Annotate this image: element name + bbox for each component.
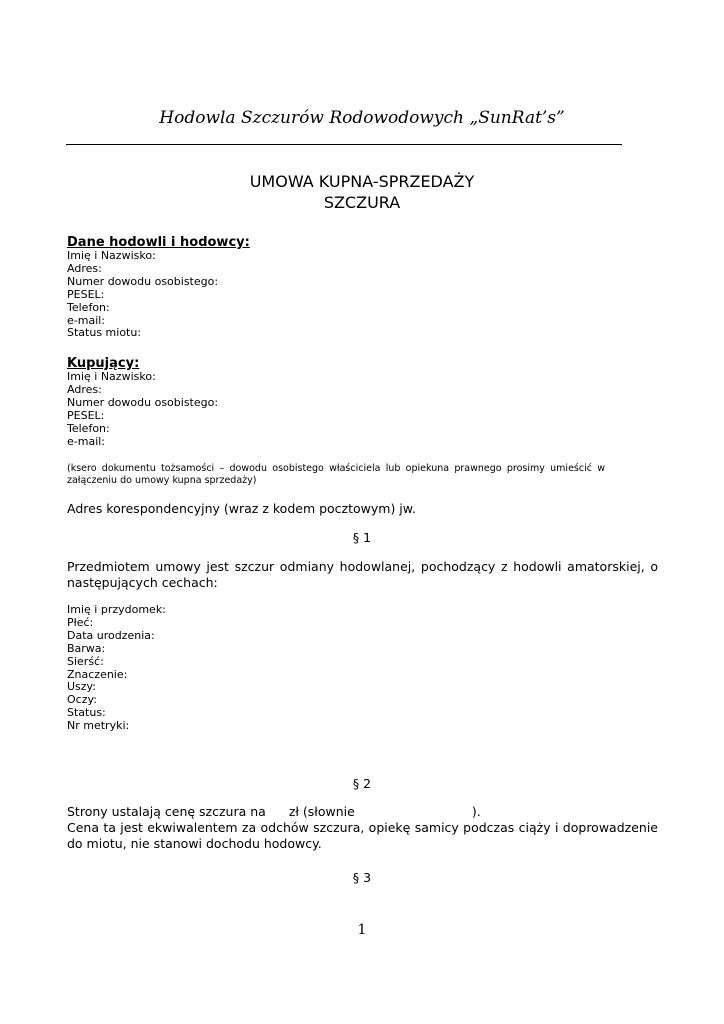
document-title-line1: UMOWA KUPNA-SPRZEDAŻY (249, 172, 475, 191)
price-currency-words: zł (słownie (288, 804, 355, 819)
price-suffix: ). (471, 804, 481, 819)
buyer-field-phone: Telefon: (67, 421, 110, 435)
document-title (0, 171, 724, 213)
rat-field-color: Barwa: (67, 641, 106, 655)
rat-field-marking: Znaczenie: (67, 667, 128, 681)
section-3-mark: § 3 (352, 870, 372, 885)
rat-field-status: Status: (67, 706, 106, 720)
buyer-section (67, 356, 218, 448)
rat-field-eyes: Oczy: (67, 693, 97, 707)
rat-details (67, 604, 166, 733)
buyer-field-address: Adres: (67, 382, 102, 396)
breeder-field-address: Adres: (67, 261, 102, 275)
breeder-heading: Dane hodowli i hodowcy: (67, 235, 250, 250)
breeder-field-phone: Telefon: (67, 300, 110, 314)
rat-field-coat: Sierść: (67, 654, 104, 668)
buyer-heading: Kupujący: (67, 356, 140, 371)
breeder-field-pesel: PESEL: (67, 287, 105, 301)
breeder-field-litter-status: Status miotu: (67, 326, 142, 340)
rat-field-pedigree-number: Nr metryki: (67, 719, 130, 733)
buyer-field-email: e-mail: (67, 434, 106, 448)
breeder-field-email: e-mail: (67, 313, 106, 327)
id-copy-note: (ksero dokumentu tożsamości – dowodu osobistego właściciela lub opiekuna prawnego prosimy umieścić w załączeniu do umowy kupna sprzedaży) (67, 463, 605, 486)
document-title-line2: SZCZURA (323, 193, 401, 212)
price-prefix: Strony ustalają cenę szczura na (67, 804, 266, 819)
section-2-mark: § 2 (352, 776, 372, 791)
rat-field-ears: Uszy: (67, 680, 96, 694)
section-1-mark: § 1 (352, 530, 372, 545)
buyer-field-id-number: Numer dowodu osobistego: (67, 395, 219, 409)
buyer-field-name: Imię i Nazwisko: (67, 370, 156, 383)
breeder-field-name: Imię i Nazwisko: (67, 249, 156, 262)
rat-field-sex: Płeć: (67, 615, 94, 629)
breeding-header-title: Hodowla Szczurów Rodowodowych „SunRat’s” (159, 108, 565, 128)
header-rule (66, 144, 622, 145)
breeder-section (67, 235, 250, 340)
section-1-text: Przedmiotem umowy jest szczur odmiany hodowlanej, pochodzący z hodowli amatorskiej, o następujących cechach: (67, 559, 658, 590)
section-2-text: Cena ta jest ekwiwalentem za odchów szczura, opiekę samicy podczas ciąży i doprowadzenie do miotu, nie stanowi dochodu hodowcy. (67, 820, 658, 851)
price-line (67, 804, 481, 820)
breeder-field-id-number: Numer dowodu osobistego: (67, 274, 219, 288)
page-number: 1 (357, 922, 367, 938)
rat-field-birth-date: Data urodzenia: (67, 628, 155, 642)
buyer-field-pesel: PESEL: (67, 408, 105, 422)
rat-field-name: Imię i przydomek: (67, 603, 166, 616)
correspondence-address: Adres korespondencyjny (wraz z kodem pocztowym) jw. (67, 501, 416, 516)
